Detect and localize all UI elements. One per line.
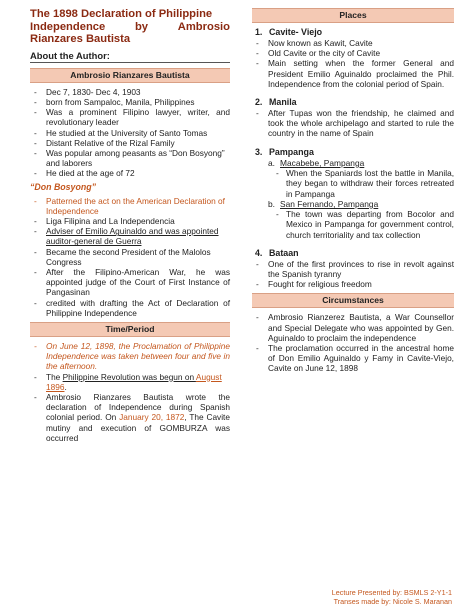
title-line-1: The 1898 Declaration of Philippine [30,8,213,20]
time-text: , The Cavite mutiny and execution of GOMBURZA was occurred [46,412,230,443]
time-text: . [64,381,67,392]
time-text: The [46,371,63,382]
place-heading: 2. Manila [255,97,297,108]
list-item: - Liga Filipina and La Independencia [30,216,230,226]
list-item: - Old Cavite or the city of Cavite [252,48,454,58]
sub-place-heading: b. San Fernando, Pampanga [268,198,379,209]
place-list [252,38,454,89]
list-item: - Now known as Kawit, Cavite [252,38,454,48]
list-item: - Distant Relative of the Rizal Family [30,138,230,148]
right-column [252,8,454,374]
list-item: - He studied at the University of Santo Tomas [30,128,230,138]
list-item: - Became the second President of the Malolos Congress [30,247,230,267]
title-line-3: Rianzares Bautista [30,33,131,46]
list-item: - born from Sampaloc, Manila, Philippines [30,97,230,107]
list-item: - Main setting when the former General and President Emilio Aguinaldo proclaimed the Phil. Independence from the colonial period of Spain. [252,58,454,89]
list-item: - Was popular among peasants as “Don Bosyong” and laborers [30,148,230,168]
sub-place-list [252,168,454,199]
title-line-2 [30,21,230,34]
time-text: Ambrosio Rianzares Bautista wrote the declaration of Independence during Spanish colonial period. On [46,392,230,423]
list-item: - The town was departing from Bocolor and Mexico in Pampanga for government control, church territoriality and tax collection [252,209,454,240]
footer-line-2: Transes made by: Nicole S. Maranan [333,597,452,607]
footer-credits [332,588,452,607]
time-period-box: Time/Period [30,322,230,337]
sub-place-list [252,209,454,240]
circumstances-box: Circumstances [252,293,454,308]
author-list [30,87,230,179]
list-item: - Adviser of Emilio Aguinaldo and was appointed auditor-general de Guerra [30,226,230,246]
about-heading: About the Author: [30,50,230,63]
title-word: Independence [30,20,106,33]
bosyong-list [30,196,230,318]
circumstances-list [252,312,454,373]
list-item: - Patterned the act on the American Declaration of Independence [30,196,230,216]
list-item: - After the Filipino-American War, he was appointed judge of the Court of First Instance of Pangasinan [30,267,230,298]
place-heading: 4. Bataan [255,247,299,258]
author-name-box: Ambrosio Rianzares Bautista [30,68,230,83]
mutiny-date: January 20, 1872 [119,412,185,423]
revolution-link: Philippine Revolution was begun on [62,371,196,382]
list-item: - The proclamation occurred in the ancestral home of Don Emilio Aguinaldo y Famy in Cavite-Viejo, Cavite on June 12, 1898 [252,343,454,374]
time-list [30,341,230,443]
list-item: - When the Spaniards lost the battle in Manila, they began to withdraw their forces retreated in Pampanga [252,168,454,199]
left-column [30,8,230,443]
place-list [252,259,454,290]
title-word: Ambrosio [177,20,230,33]
list-item: - On June 12, 1898, the Proclamation of Philippine Independence was taken between four and five in the afternoon. [30,341,230,372]
title-word: by [134,20,149,33]
footer-line-1: Lecture Presented by: BSMLS 2-Y1-1 [331,587,452,597]
nickname-heading: “Don Bosyong” [30,181,96,192]
list-item [30,392,230,443]
place-heading: 1. Cavite- Viejo [255,27,323,37]
list-item: - credited with drafting the Act of Declaration of Philippine Independence [30,298,230,318]
list-item: - Dec 7, 1830- Dec 4, 1903 [30,87,230,97]
list-item: - One of the first provinces to rise in revolt against the Spanish tyranny [252,259,454,279]
places-box: Places [252,8,454,23]
list-item: - After Tupas won the friendship, he claimed and took the whole archipelago and started to rule the country in the name of Spain [252,108,454,139]
list-item: - Was a prominent Filipino lawyer, writer, and revolutionary leader [30,107,230,127]
list-item [30,372,230,392]
place-heading: 3. Pampanga [255,146,314,157]
list-item: - Ambrosio Rianzerez Bautista, a War Counsellor and Special Delegate who was appointed by Gen. Aguinaldo to proclaim the independence [252,312,454,343]
sub-place-heading: a. Macabebe, Pampanga [268,157,365,168]
place-list [252,108,454,139]
list-item: - He died at the age of 72 [30,168,230,178]
revolution-date: August 1896 [46,371,222,392]
document-title [30,8,230,46]
list-item: - Fought for religious freedom [252,279,454,289]
